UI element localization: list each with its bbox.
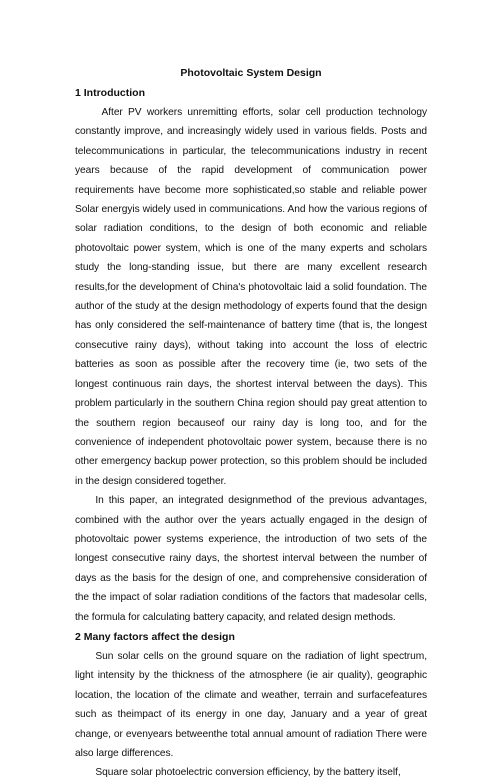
document-page bbox=[75, 63, 427, 783]
section-design-factors bbox=[75, 627, 427, 783]
section-heading-design-factors: 2 Many factors affect the design bbox=[75, 630, 235, 643]
paragraph-introduction-2: In this paper, an integrated designmethod of the previous advantages, combined with the author over the years actually engaged in the design of photovoltaic power systems experience, the introduction of two sets of the longest consecutive rainy days, the shortest interval between the number of days as the basis for the design of one, and comprehensive consideration of the the impact of solar radiation conditions of the factors that madesolar cells, the formula for calculating battery capacity, and related design methods. bbox=[75, 495, 427, 623]
paragraph-design-factors-1: Sun solar cells on the ground square on the radiation of light spectrum, light intensity by the thickness of the atmosphere (ie air quality), geographic location, the location of the climate and weather, terrain and surfacefeatures such as theimpact of its energy in one day, January and a year of great change, or evenyears betweenthe total annual amount of radiation There were also large differences. bbox=[75, 650, 427, 759]
document-title: Photovoltaic System Design bbox=[180, 67, 322, 79]
section-heading-introduction: 1 Introduction bbox=[75, 87, 145, 99]
section-introduction bbox=[75, 83, 427, 627]
paragraph-design-factors-2: Square solar photoelectric conversion efficiency, by the battery itself, bbox=[95, 767, 401, 779]
paragraph-introduction-1: After PV workers unremitting efforts, solar cell production technology constantly improve, and increasingly widely used in various fields. Posts and telecommunications in particular, the telecommunications industry in recent years because of the rapid development of communication power requirements have become more sophisticated,so stable and reliable power Solar energyis widely used in communications. And how the various regions of solar radiation conditions, to the design of both economic and reliable photovoltaic power system, which is one of the many experts and scholars study the long-standing issue, but there are many excellent research results,for the development of China's photovoltaic laid a solid foundation. The author of the study at the design methodology of experts found that the design has only considered the self-maintenance of battery time (that is, the longest consecutive rainy days), without taking into account the loss of electric batteries as soon as possible after the recovery time (ie, two sets of the longest continuous rain days, the shortest interval between the days). This problem particularly in the southern China region should pay great attention to the southern region becauseof our rainy day is long too, and for the convenience of independent photovoltaic power system, because there is no other emergency backup power protection, so this problem should be included in the design considered together. bbox=[75, 107, 427, 487]
